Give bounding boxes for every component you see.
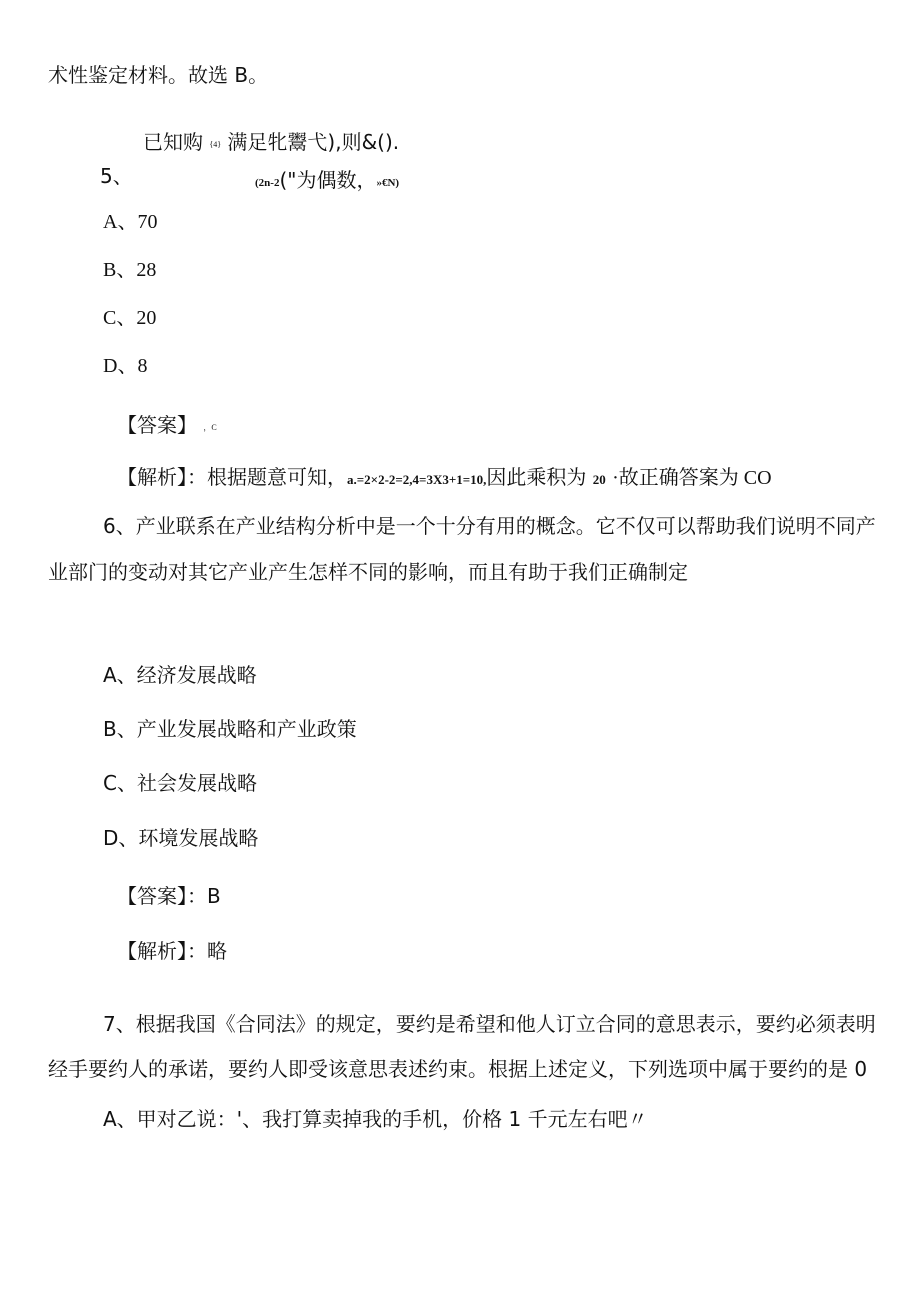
question-6-option-c: C、社会发展战略 xyxy=(103,771,257,795)
question-5-number: 5、 xyxy=(100,164,133,188)
question-5-option-d: D、8 xyxy=(103,355,148,377)
question-5-sequence-mark: {4} xyxy=(209,140,222,149)
question-5-option-c: C、20 xyxy=(103,307,157,329)
question-7-option-a: A、甲对乙说：'、我打算卖掉我的手机，价格 1 千元左右吧〃 xyxy=(103,1107,648,1131)
question-6-analysis: 【解析】：略 xyxy=(117,939,227,963)
question-5-analysis: 【解析】：根据题意可知，a.=2×2-2=2,4=3X3+1=10,因此乘积为 20 ·故正确答案为 CO xyxy=(117,465,772,489)
question-7-line-1: 7、根据我国《合同法》的规定，要约是希望和他人订立合同的意思表示，要约必须表明 xyxy=(103,1012,876,1036)
question-6-answer: 【答案】：B xyxy=(117,884,221,908)
question-6-option-a: A、经济发展战略 xyxy=(103,663,257,687)
question-5-given-line: 已知购 {4} 满足牝鬻弋),则&(). xyxy=(143,130,400,154)
question-5-formula-line: (2n-2("为偶数，»€N) xyxy=(255,168,400,192)
question-6-line-2: 业部门的变动对其它产业产生怎样不同的影响，而且有助于我们正确制定 xyxy=(48,560,688,584)
question-6-option-b: B、产业发展战略和产业政策 xyxy=(103,717,357,741)
question-5-option-a: A、70 xyxy=(103,211,158,233)
previous-answer-conclusion: 术性鉴定材料。故选 B。 xyxy=(48,63,269,87)
question-7-line-2: 经手要约人的承诺，要约人即受该意思表述约束。根据上述定义，下列选项中属于要约的是 0 xyxy=(48,1057,868,1081)
question-6-line-1: 6、产业联系在产业结构分析中是一个十分有用的概念。它不仅可以帮助我们说明不同产 xyxy=(103,514,876,538)
question-5-answer: 【答案】 ，C xyxy=(117,413,217,437)
question-6-option-d: D、环境发展战略 xyxy=(103,826,259,850)
question-5-option-b: B、28 xyxy=(103,259,157,281)
